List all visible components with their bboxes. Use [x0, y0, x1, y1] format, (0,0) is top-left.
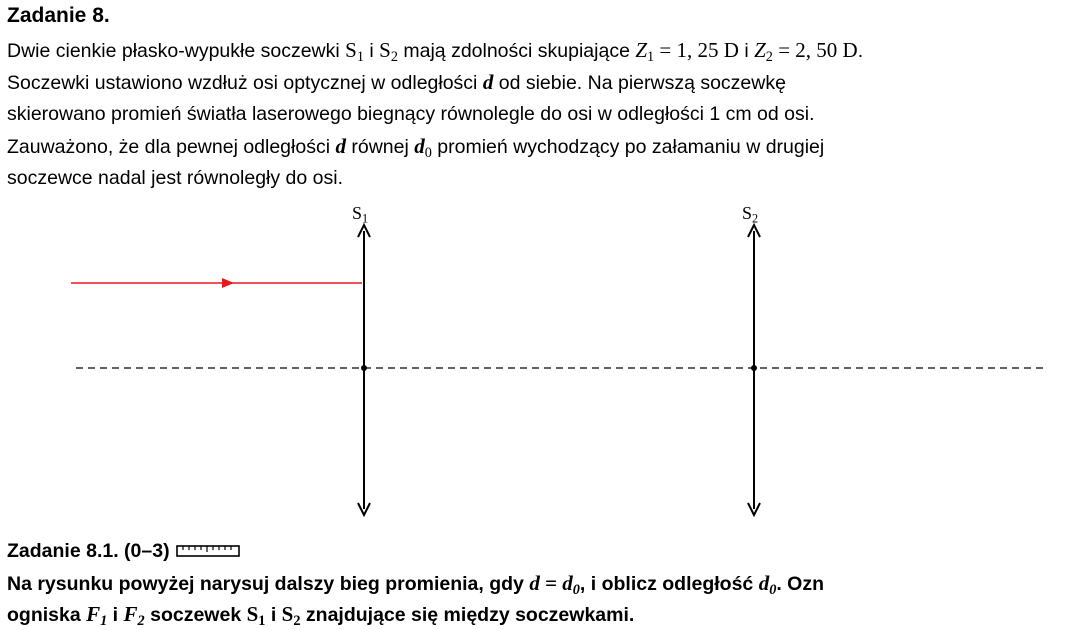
ray-direction-arrow-icon [222, 278, 234, 288]
lens1-symbol: $S_1$ [345, 38, 364, 65]
instruction-line-2: ogniska $F_1$ i $F_2$ soczewek $S_1$ i $S_2$ znajdujące się między soczewkami. [7, 602, 635, 629]
problem-statement [7, 34, 1067, 194]
statement-line-5: soczewce nadal jest równoległy do osi. [7, 167, 344, 189]
subtask-heading: Zadanie 8.1. (0–3) [7, 540, 240, 563]
lens1-center-dot [361, 365, 367, 371]
power-z2: $Z_2 = 2$, 50 D [754, 38, 858, 65]
d0-symbol: $d_0$ [414, 134, 432, 161]
focus-f1: $F_1$ [86, 602, 108, 629]
laser-ray [71, 278, 362, 288]
subtask-instruction [7, 568, 1068, 630]
lens2-label: $S_2$ [742, 203, 759, 226]
lens-s2 [748, 225, 760, 515]
lens-s1 [358, 225, 370, 515]
ruler-icon [176, 540, 240, 563]
distance-symbol: d [482, 70, 494, 94]
lens2-symbol: $S_2$ [379, 38, 398, 65]
statement-line-2: Soczewki ustawiono wzdłuż osi optycznej w odległości d od siebie. Na pierwszą soczewkę [7, 70, 786, 94]
statement-line-1: Dwie cienkie płasko-wypukłe soczewki $S_1$ i $S_2$ mają zdolności skupiające $Z_1 = 1$, 25 D i $Z_2 = 2$, 50 D. [7, 38, 864, 65]
lens2-center-dot [751, 365, 757, 371]
power-z1: $Z_1 = 1$, 25 D [635, 38, 739, 65]
instruction-line-1: Na rysunku powyżej narysuj dalszy bieg promienia, gdy $d = d_0$, i oblicz odległość $d_0$. Ozn [7, 571, 825, 598]
optics-diagram [0, 195, 1068, 525]
statement-line-3: skierowano promień światła laserowego biegnący równolegle do osi w odległości 1 cm od osi. [7, 103, 815, 125]
lens1-label: $S_1$ [352, 203, 369, 226]
focus-f2: $F_2$ [123, 602, 145, 629]
statement-line-4: Zauważono, że dla pewnej odległości d równej $d_0$ promień wychodzący po załamaniu w drugiej [7, 134, 825, 161]
optics-svg [0, 195, 1068, 525]
task-heading: Zadanie 8. [7, 4, 110, 27]
